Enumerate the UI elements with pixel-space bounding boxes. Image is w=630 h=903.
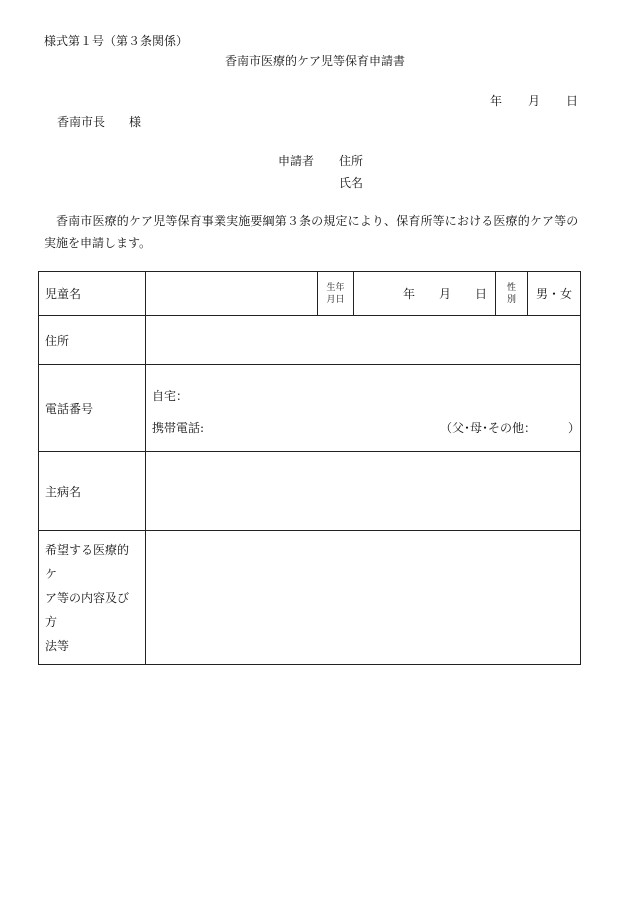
application-date — [490, 95, 578, 107]
date-day-label: 日 — [566, 94, 579, 108]
birth-date-label — [318, 272, 354, 316]
request-statement-line-1: 香南市医療的ケア児等保育事業実施要綱第３条の規定により、保育所等における医療的ケア等の — [56, 214, 579, 228]
date-year-label: 年 — [490, 94, 503, 108]
address-row — [39, 316, 581, 365]
application-table — [38, 271, 581, 665]
document-title: 香南市医療的ケア児等保育申請書 — [224, 54, 405, 68]
phone-owner-relation-close: ） — [568, 421, 581, 435]
medical-care-wish-row — [39, 531, 581, 665]
applicant-address-label: 住所 — [339, 154, 364, 168]
birth-day-label: 日 — [474, 287, 487, 301]
main-disease-label: 主病名 — [39, 452, 146, 531]
birth-month-label: 月 — [438, 287, 451, 301]
applicant-label: 申請者 — [278, 154, 315, 168]
date-month-label: 月 — [528, 94, 541, 108]
phone-label: 電話番号 — [39, 365, 146, 452]
sex-options[interactable]: 男・女 — [528, 272, 581, 316]
birth-year-label: 年 — [402, 287, 415, 301]
sex-label-line-2: 別 — [506, 294, 516, 305]
medical-care-wish-label-line-3: 法等 — [45, 638, 70, 653]
sex-label-line-1: 性 — [506, 282, 516, 293]
child-name-field[interactable] — [146, 272, 318, 316]
medical-care-wish-label — [39, 531, 146, 665]
form-number: 様式第１号（第３条関係） — [44, 34, 189, 48]
medical-care-wish-label-line-2: ア等の内容及び方 — [45, 590, 130, 629]
address-label: 住所 — [39, 316, 146, 365]
main-disease-row — [39, 452, 581, 531]
phone-owner-relation: （父･母･その他： — [440, 421, 537, 435]
phone-row — [39, 365, 581, 452]
sex-label — [496, 272, 528, 316]
address-field[interactable] — [146, 316, 581, 365]
request-statement-line-2: 実施を申請します。 — [44, 236, 152, 250]
birth-date-field[interactable] — [354, 272, 496, 316]
addressee: 香南市長 様 — [57, 115, 142, 129]
child-name-label: 児童名 — [39, 272, 146, 316]
birth-date-label-line-2: 月日 — [326, 294, 345, 305]
applicant-name-label: 氏名 — [339, 176, 364, 190]
phone-field[interactable] — [146, 365, 581, 452]
birth-date-label-line-1: 生年 — [326, 282, 345, 293]
medical-care-wish-field[interactable] — [146, 531, 581, 665]
main-disease-field[interactable] — [146, 452, 581, 531]
request-statement — [44, 210, 589, 254]
home-phone-label: 自宅： — [152, 389, 189, 403]
medical-care-wish-label-line-1: 希望する医療的ケ — [45, 542, 130, 581]
child-row — [39, 272, 581, 316]
mobile-phone-label: 携帯電話: — [152, 421, 205, 435]
